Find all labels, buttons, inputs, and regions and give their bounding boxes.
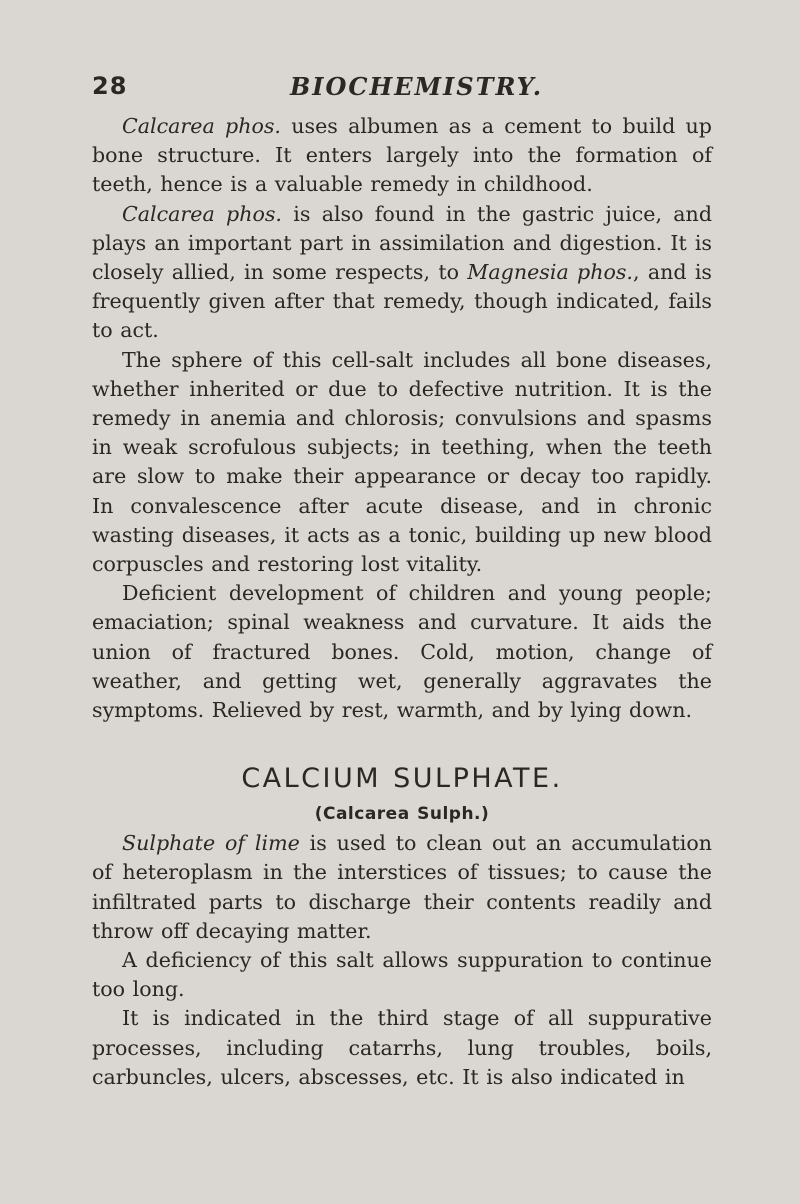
remedy-name: Magnesia phos. [467,260,633,285]
paragraph-calcarea-structure: Calcarea phos. uses albumen as a cement to build up bone structure. It enters largely into the formation of teeth, hence is a valuable remedy in childhood. [92,114,712,197]
main-text [92,112,712,1092]
running-title: BIOCHEMISTRY. [290,72,544,101]
paragraph-calcarea-digestion: Calcarea phos. is also found in the gastric juice, and plays an important part in assimilation and digestion. It is closely allied, in some respects, to Magnesia phos., and is frequently given after that remedy, though indicated, fails to act. [92,201,713,343]
remedy-name: Sulphate of lime [122,831,300,856]
page-number: 28 [92,72,128,100]
remedy-name: Calcarea phos. [122,201,282,226]
section-subheading: (Calcarea Sulph.) [314,804,490,825]
paragraph-deficient-development: Deficient development of children and young people; emaciation; spinal weakness and curvature. It aids the union of fractured bones. Cold, motion, change of weather, and getting wet, generally aggravates the symptoms. Relieved by rest, warmth, and by lying down. [92,581,712,723]
remedy-name: Calcarea phos. [122,114,281,138]
section-body [92,829,712,1092]
paragraph-sulphate-lime: Sulphate of lime is used to clean out an accumulation of heteroplasm in the interstices of tissues; to cause the infiltrated parts to discharge their contents readily and throw off decaying matter. [92,831,713,943]
book-page [92,72,712,1092]
section-heading: CALCIUM SULPHATE. [241,763,563,795]
running-head [92,72,712,112]
paragraph-deficiency: A deficiency of this salt allows suppuration to continue too long. [92,948,712,1002]
paragraph-indications: It is indicated in the third stage of all suppurative processes, including catarrhs, lung troubles, boils, carbuncles, ulcers, abscesses, etc. It is also indicated in [92,1006,712,1089]
paragraph-sphere: The sphere of this cell-salt includes all bone diseases, whether inherited or due to defective nutrition. It is the remedy in anemia and chlorosis; convulsions and spasms in weak scrofulous subjects; in teething, when the teeth are slow to make their appearance or decay too rapidly. In convalescence after acute disease, and in chronic wasting diseases, it acts as a tonic, building up new blood corpuscles and restoring lost vitality. [92,347,712,577]
